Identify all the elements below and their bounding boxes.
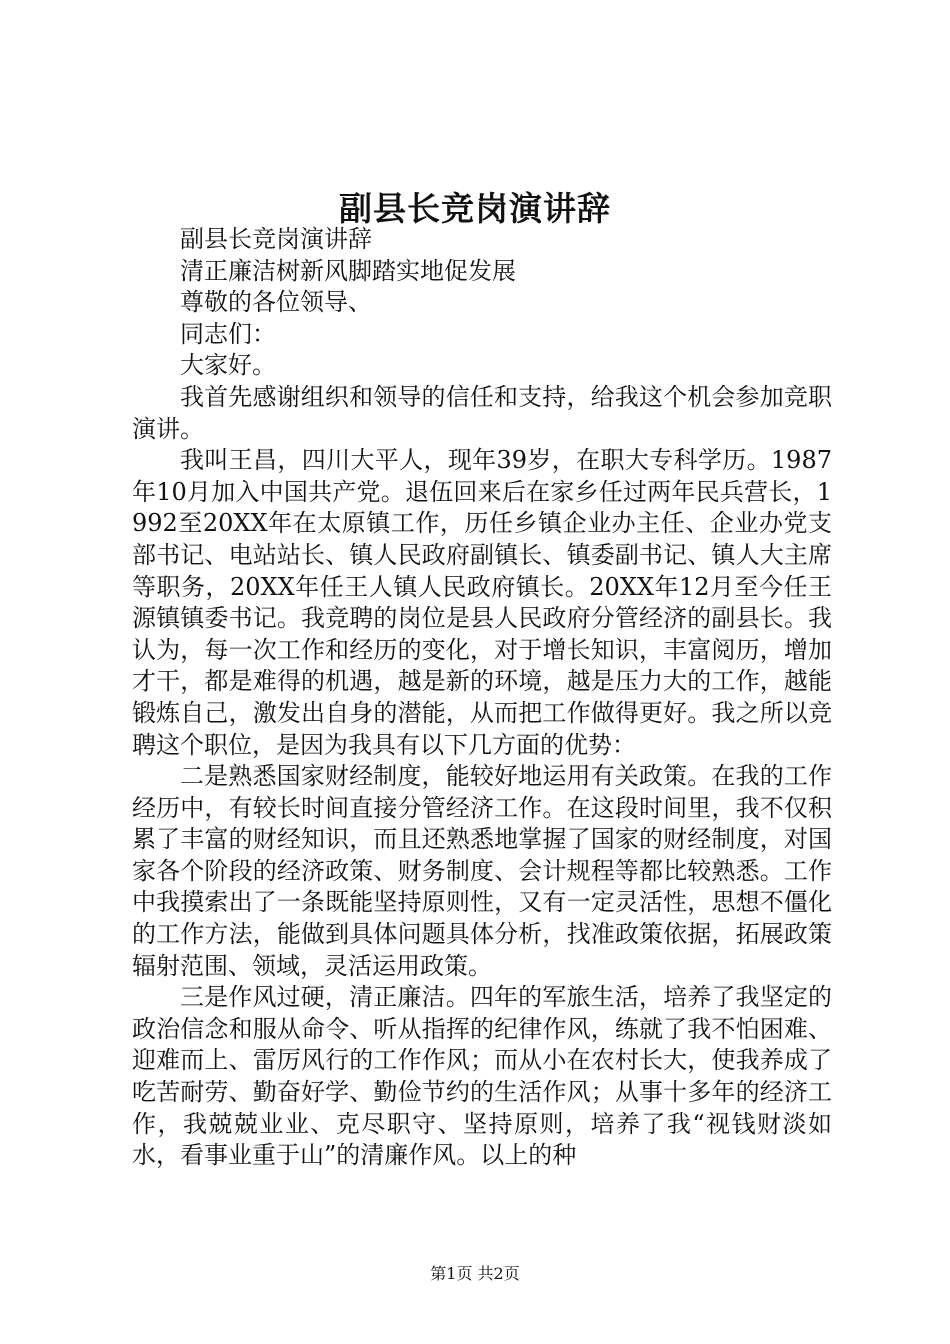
- paragraph-point-three: 三是作风过硬，清正廉洁。四年的军旅生活，培养了我坚定的政治信念和服从命令、听从指挥的纪律作风，练就了我不怕困难、迎难而上、雷厉风行的工作作风；而从小在农村长大，使我养成了吃苦耐劳、勤奋好学、勤俭节约的生活作风；从事十多年的经济工作，我兢兢业业、克尽职守、坚持原则，培养了我“视钱财淡如水，看事业重于山”的清廉作风。以上的种: [132, 983, 832, 1170]
- page-footer: 第1页 共2页: [430, 1264, 520, 1283]
- paragraph-salutation-2: 同志们：: [180, 319, 276, 348]
- paragraph-subtitle: 清正廉洁树新风脚踏实地促发展: [180, 256, 516, 285]
- paragraph-introduction: 我叫王昌，四川大平人，现年39岁，在职大专科学历。1987年10月加入中国共产党。退伍回来后在家乡任过两年民兵营长，1992至20XX年在太原镇工作，历任乡镇企业办主任、企业办党支部书记、电站站长、镇人民政府副镇长、镇委副书记、镇人大主席等职务，20XX年任王人镇人民政府镇长。20XX年12月至今任王源镇镇委书记。我竞聘的岗位是县人民政府分管经济的副县长。我认为，每一次工作和经历的变化，对于增长知识，丰富阅历，增加才干，都是难得的机遇，越是新的环境，越是压力大的工作，越能锻炼自己，激发出自身的潜能，从而把工作做得更好。我之所以竞聘这个职位，是因为我具有以下几方面的优势：: [132, 446, 832, 759]
- paragraph-point-two: 二是熟悉国家财经制度，能较好地运用有关政策。在我的工作经历中，有较长时间直接分管经济工作。在这段时间里，我不仅积累了丰富的财经知识，而且还熟悉地掌握了国家的财经制度，对国家各个阶段的经济政策、财务制度、会计规程等都比较熟悉。工作中我摸索出了一条既能坚持原则性，又有一定灵活性，思想不僵化的工作方法，能做到具体问题具体分析，找准政策依据，拓展政策辐射范围、领域，灵活运用政策。: [132, 762, 832, 980]
- paragraph-heading-repeat: 副县长竞岗演讲辞: [180, 225, 372, 253]
- document-body: [132, 224, 832, 1172]
- paragraph-salutation: 尊敬的各位领导、: [180, 288, 372, 317]
- paragraph-greeting: 大家好。: [180, 351, 276, 380]
- paragraph-thanks: 我首先感谢组织和领导的信任和支持，给我这个机会参加竞职演讲。: [132, 382, 832, 443]
- document-title: 副县长竞岗演讲辞: [339, 189, 611, 228]
